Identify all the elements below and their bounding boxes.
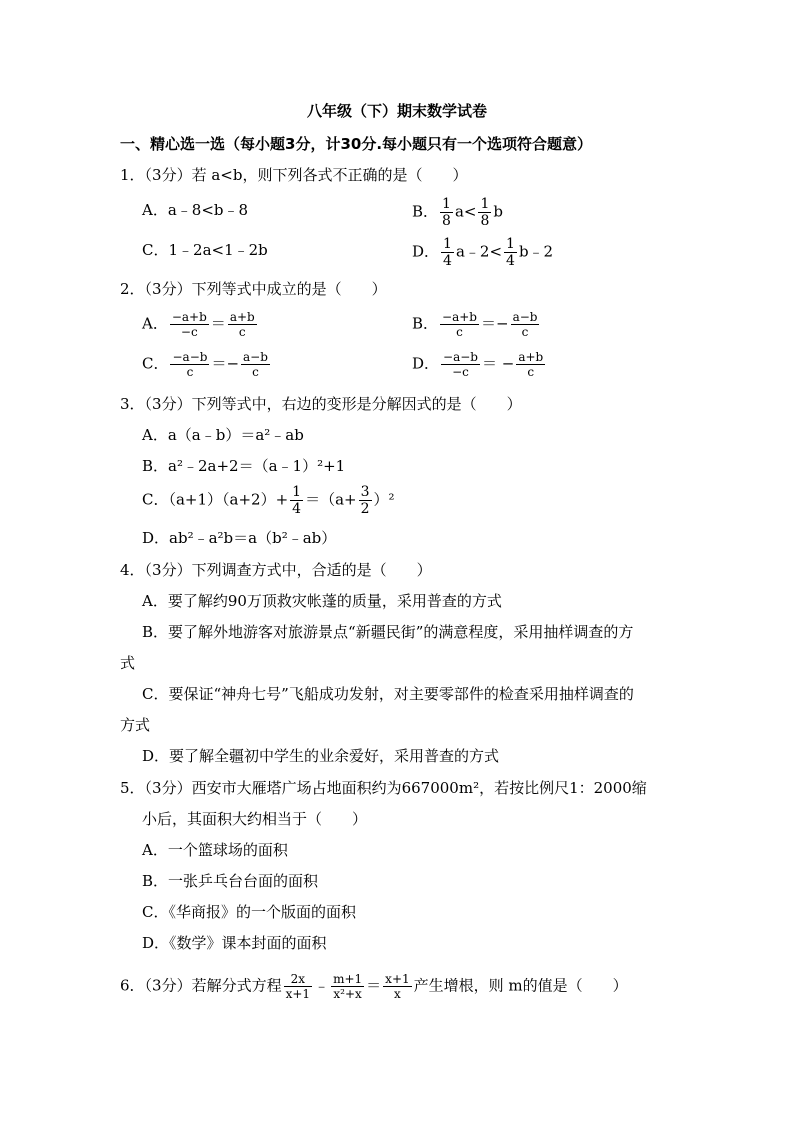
q5-option-c: C．《华商报》的一个版面的面积 bbox=[142, 903, 356, 921]
question-4-stem: 4．（3分）下列调查方式中，合适的是（ ） bbox=[120, 561, 432, 579]
q3-c-frac-2 bbox=[359, 484, 372, 517]
q5-option-d: D．《数学》课本封面的面积 bbox=[142, 934, 327, 952]
q1-b-mid: a< bbox=[454, 202, 477, 221]
q2-d-prefix: D． bbox=[412, 354, 440, 373]
q1-d-fraction-2 bbox=[504, 236, 517, 269]
frac-numerator: −a+b bbox=[171, 310, 207, 324]
frac-denominator: c bbox=[521, 325, 529, 339]
frac-denominator: 4 bbox=[292, 501, 302, 517]
frac-denominator: 4 bbox=[443, 253, 452, 269]
q3-c-prefix: C．（a+1）（a+2）+ bbox=[142, 490, 289, 509]
q3-c-mid: ＝（a+ bbox=[305, 490, 357, 509]
q2-option-c bbox=[142, 350, 272, 379]
q2-a-prefix: A． bbox=[142, 314, 168, 333]
q4-option-b-line2: 式 bbox=[120, 654, 136, 672]
frac-numerator: a−b bbox=[243, 350, 268, 364]
frac-numerator: −a−b bbox=[172, 350, 208, 364]
q6-prefix: 6．（3分）若解分式方程 bbox=[120, 976, 282, 995]
frac-denominator: c bbox=[252, 365, 259, 379]
q6-op-2: ＝ bbox=[366, 976, 382, 995]
q2-b-frac-1 bbox=[440, 310, 479, 339]
q2-d-frac-1 bbox=[441, 350, 480, 379]
q2-c-frac-2 bbox=[241, 350, 270, 379]
q1-d-prefix: D． bbox=[412, 242, 440, 261]
q2-c-frac-1 bbox=[170, 350, 209, 379]
question-5-stem-line1: 5．（3分）西安市大雁塔广场占地面积约为667000m²，若按比例尺1：2000缩 bbox=[120, 779, 647, 797]
page-title: 八年级（下）期末数学试卷 bbox=[306, 102, 487, 120]
q5-option-a: A．一个篮球场的面积 bbox=[142, 841, 288, 859]
question-1-stem: 1．（3分）若 a<b，则下列各式不正确的是（ ） bbox=[120, 166, 468, 184]
q1-b-fraction bbox=[440, 196, 453, 229]
frac-numerator: −a−b bbox=[443, 350, 478, 364]
q2-c-prefix: C． bbox=[142, 354, 169, 373]
question-3-stem: 3．（3分）下列等式中，右边的变形是分解因式的是（ ） bbox=[120, 395, 522, 413]
q6-frac-3 bbox=[383, 972, 411, 1001]
frac-numerator: a+b bbox=[229, 310, 255, 324]
q6-suffix: 产生增根，则 m的值是（ ） bbox=[413, 976, 628, 995]
frac-denominator: 8 bbox=[442, 213, 451, 229]
q2-c-op: ＝− bbox=[211, 354, 240, 373]
q3-c-end: ）² bbox=[373, 490, 395, 509]
frac-denominator: 4 bbox=[506, 253, 515, 269]
frac-numerator: 1 bbox=[506, 236, 515, 252]
q4-option-c-line1: C．要保证“神舟七号”飞船成功发射，对主要零部件的检查采用抽样调查的 bbox=[142, 685, 634, 703]
q2-option-b bbox=[412, 310, 541, 339]
frac-numerator: 1 bbox=[442, 196, 451, 212]
q1-b-prefix: B． bbox=[412, 202, 439, 221]
q2-a-frac-1 bbox=[170, 310, 209, 339]
frac-numerator: −a+b bbox=[442, 310, 477, 324]
frac-numerator: m+1 bbox=[333, 972, 363, 986]
q1-option-a: A．a﹣8<b﹣8 bbox=[142, 201, 249, 219]
q2-a-frac-2 bbox=[228, 310, 257, 339]
q3-option-a: A．a（a﹣b）＝a²﹣ab bbox=[142, 426, 304, 444]
q4-option-d: D．要了解全疆初中学生的业余爱好，采用普查的方式 bbox=[142, 747, 500, 765]
frac-numerator: 1 bbox=[443, 236, 452, 252]
q3-option-d: D．ab²﹣a²b＝a（b²﹣ab） bbox=[142, 529, 337, 547]
frac-numerator: x+1 bbox=[385, 972, 410, 986]
q1-d-end: b﹣2 bbox=[518, 242, 554, 261]
q4-option-b-line1: B．要了解外地游客对旅游景点“新疆民街”的满意程度，采用抽样调查的方 bbox=[142, 623, 634, 641]
q3-c-frac-1 bbox=[290, 484, 303, 517]
q1-d-fraction bbox=[441, 236, 454, 269]
q6-frac-2 bbox=[331, 972, 364, 1001]
frac-numerator: 2x bbox=[284, 972, 312, 987]
q2-d-frac-2 bbox=[516, 350, 545, 379]
q6-frac-1 bbox=[284, 972, 312, 1001]
q2-option-d bbox=[412, 350, 547, 379]
q2-d-op: ＝ − bbox=[481, 354, 515, 373]
question-6-stem bbox=[120, 972, 628, 1001]
question-5-stem-line2: 小后，其面积大约相当于（ ） bbox=[142, 810, 368, 828]
q1-d-mid: a﹣2< bbox=[455, 242, 503, 261]
frac-denominator: 8 bbox=[480, 213, 490, 229]
frac-denominator: c bbox=[238, 325, 246, 339]
q1-option-d bbox=[412, 236, 553, 269]
frac-numerator: 1 bbox=[480, 196, 490, 212]
frac-denominator: 2 bbox=[360, 501, 370, 517]
q2-option-a bbox=[142, 310, 259, 339]
q6-op-1: ﹣ bbox=[314, 976, 330, 995]
q1-option-c: C．1﹣2a<1﹣2b bbox=[142, 241, 268, 259]
frac-denominator: x bbox=[394, 987, 401, 1001]
frac-denominator: c bbox=[186, 365, 194, 379]
question-2-stem: 2．（3分）下列等式中成立的是（ ） bbox=[120, 280, 387, 298]
frac-denominator: −c bbox=[452, 365, 469, 379]
frac-numerator: a−b bbox=[512, 310, 538, 324]
q4-option-c-line2: 方式 bbox=[120, 716, 151, 734]
frac-numerator: a+b bbox=[518, 350, 544, 364]
frac-numerator: 3 bbox=[360, 484, 370, 500]
q2-b-op: ＝− bbox=[480, 314, 509, 333]
q1-option-b bbox=[412, 196, 503, 229]
q5-option-b: B．一张乒乓台台面的面积 bbox=[142, 872, 319, 890]
frac-denominator: c bbox=[456, 325, 463, 339]
q4-option-a: A．要了解约90万顶救灾帐蓬的质量，采用普查的方式 bbox=[142, 592, 502, 610]
frac-denominator: −c bbox=[180, 325, 198, 339]
frac-numerator: 1 bbox=[292, 484, 302, 500]
frac-denominator: x²+x bbox=[333, 987, 362, 1001]
q1-b-end: b bbox=[493, 202, 503, 221]
q2-a-op: ＝ bbox=[210, 314, 226, 333]
q1-b-fraction-2 bbox=[478, 196, 491, 229]
q2-b-frac-2 bbox=[511, 310, 540, 339]
section-heading: 一、精心选一选（每小题3分，计30分.每小题只有一个选项符合题意） bbox=[120, 135, 593, 153]
frac-denominator: c bbox=[527, 365, 535, 379]
frac-denominator: x+1 bbox=[285, 987, 311, 1001]
q3-option-c bbox=[142, 484, 395, 517]
q2-b-prefix: B． bbox=[412, 314, 439, 333]
q3-option-b: B．a²﹣2a+2＝（a﹣1）²+1 bbox=[142, 457, 346, 475]
